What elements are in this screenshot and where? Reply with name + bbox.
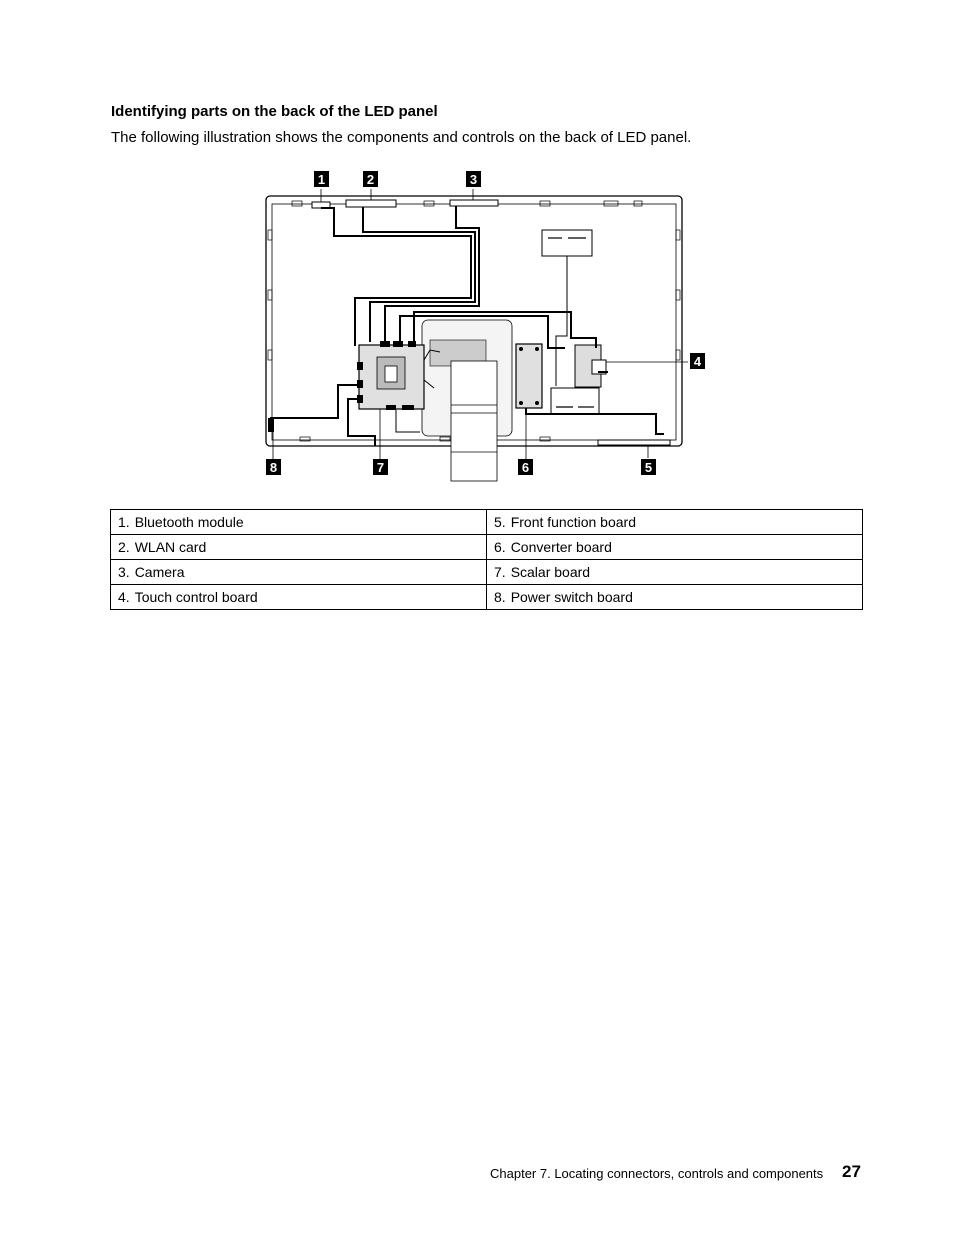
table-row [111,510,863,535]
table-cell [111,535,487,560]
callout-3 [466,171,481,187]
led-panel-illustration [260,165,710,490]
table-row [111,585,863,610]
item-label: Bluetooth module [134,514,244,530]
callout-1 [314,171,329,187]
callout-8 [266,459,281,475]
front-function-board [598,440,670,445]
section-intro: The following illustration shows the components and controls on the back of LED panel. [111,129,692,146]
callout-6 [518,459,533,475]
item-label: Converter board [510,539,612,555]
svg-text:3: 3 [469,172,478,187]
item-label: Scalar board [510,564,591,580]
camera-module [450,200,498,206]
item-label: Camera [134,564,185,580]
item-number: 3. [118,564,130,580]
callout-2 [363,171,378,187]
svg-text:2: 2 [366,172,375,187]
svg-text:6: 6 [521,460,530,475]
svg-text:1: 1 [317,172,326,187]
svg-text:4: 4 [693,354,702,369]
parts-table [110,509,863,610]
item-number: 6. [494,539,506,555]
callout-7 [373,459,388,475]
table-row [111,560,863,585]
item-number: 1. [118,514,130,530]
footer-chapter: Chapter 7. Locating connectors, controls and components [490,1166,824,1181]
power-switch-board [268,418,274,432]
item-number: 7. [494,564,506,580]
table-row [111,535,863,560]
item-number: 5. [494,514,506,530]
section-heading: Identifying parts on the back of the LED panel [111,103,438,120]
converter-board [516,344,542,408]
item-label: Touch control board [134,589,258,605]
item-number: 4. [118,589,130,605]
table-cell [487,560,863,585]
item-number: 2. [118,539,130,555]
table-cell [111,585,487,610]
item-label: Power switch board [510,589,633,605]
item-number: 8. [494,589,506,605]
svg-text:8: 8 [269,460,278,475]
callout-4 [690,353,705,369]
wlan-card [346,200,396,207]
page-number: 27 [842,1162,861,1181]
item-label: WLAN card [134,539,207,555]
table-cell [487,535,863,560]
svg-text:7: 7 [376,460,385,475]
stand-arm [451,361,497,481]
table-cell [487,585,863,610]
table-cell [111,510,487,535]
item-label: Front function board [510,514,636,530]
table-cell [487,510,863,535]
svg-text:5: 5 [644,460,653,475]
top-right-module [542,230,592,256]
callout-5 [641,459,656,475]
table-cell [111,560,487,585]
